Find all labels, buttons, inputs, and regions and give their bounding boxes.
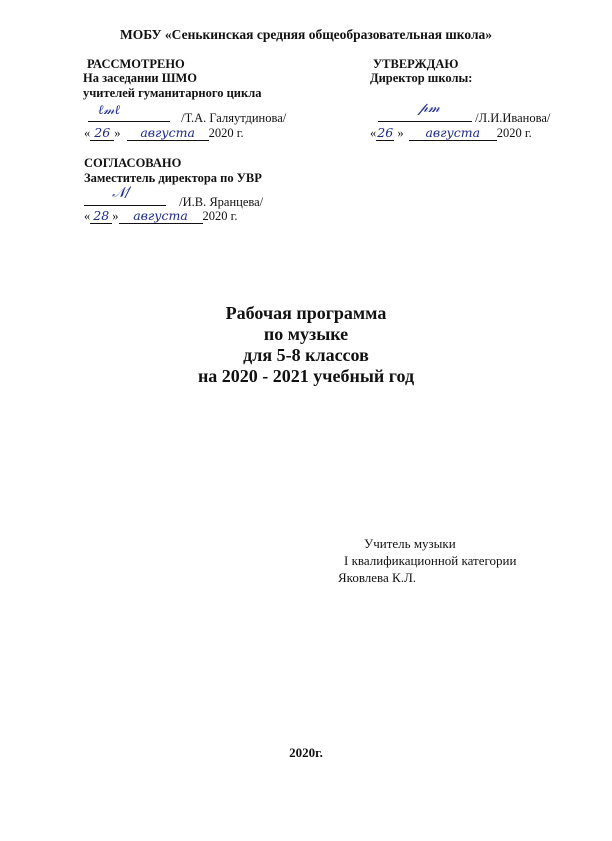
date-month-line: [119, 209, 203, 224]
signature-mark: ℓ𝓂ℓ: [88, 110, 170, 122]
title-line3: для 5-8 классов: [243, 345, 369, 365]
date-month-line: [127, 126, 209, 141]
reviewed-signature-line: [88, 103, 287, 125]
signature-mark: 𝒩/: [84, 194, 166, 206]
agreed-signature-line: [84, 185, 264, 209]
approve-date: [370, 126, 532, 141]
approve-signature-line: [378, 100, 551, 125]
date-quote: »: [114, 126, 121, 140]
date-year: 2020 г.: [202, 209, 238, 223]
date-quote: «: [84, 209, 91, 223]
date-year: 2020 г.: [208, 126, 244, 140]
date-quote: «: [84, 126, 91, 140]
teacher-line2: I квалификационной категории: [344, 553, 517, 568]
date-day: 26: [94, 125, 111, 140]
teacher-line3: Яковлева К.Л.: [338, 570, 417, 585]
date-month: августа: [140, 125, 195, 140]
date-month-line: [409, 126, 497, 141]
date-day-line: [376, 126, 394, 141]
signature-mark: 𝓅𝓂: [378, 110, 472, 122]
reviewed-name: /Т.А. Галяутдинова/: [181, 111, 287, 125]
reviewed-line2: учителей гуманитарного цикла: [83, 86, 262, 100]
date-day: 26: [377, 125, 394, 140]
title-line4: на 2020 - 2021 учебный год: [197, 366, 415, 386]
agreed-line1: Заместитель директора по УВР: [84, 171, 262, 185]
reviewed-heading: РАССМОТРЕНО: [87, 57, 185, 71]
agreed-heading: СОГЛАСОВАНО: [84, 156, 182, 170]
agreed-name: /И.В. Яранцева/: [179, 195, 264, 209]
title-line2: по музыке: [263, 324, 349, 344]
title-line1: Рабочая программа: [225, 303, 387, 323]
agreed-date: [84, 209, 237, 224]
reviewed-line1: На заседании ШМО: [83, 71, 198, 85]
date-month: августа: [133, 208, 188, 223]
date-year: 2020 г.: [496, 126, 532, 140]
footer-year: 2020г.: [289, 745, 323, 760]
approve-line1: Директор школы:: [370, 71, 473, 85]
date-day-line: [90, 209, 112, 224]
date-quote: »: [112, 209, 119, 223]
reviewed-date: [84, 126, 244, 141]
date-month: августа: [425, 125, 481, 140]
date-quote: «: [370, 126, 377, 140]
approve-heading: УТВЕРЖДАЮ: [373, 57, 459, 71]
date-quote: »: [394, 126, 404, 140]
date-day: 28: [93, 208, 110, 223]
teacher-line1: Учитель музыки: [364, 536, 456, 551]
date-day-line: [90, 126, 114, 141]
school-name: МОБУ «Сенькинская средняя общеобразовательная школа»: [119, 27, 493, 42]
approve-name: /Л.И.Иванова/: [475, 111, 551, 125]
